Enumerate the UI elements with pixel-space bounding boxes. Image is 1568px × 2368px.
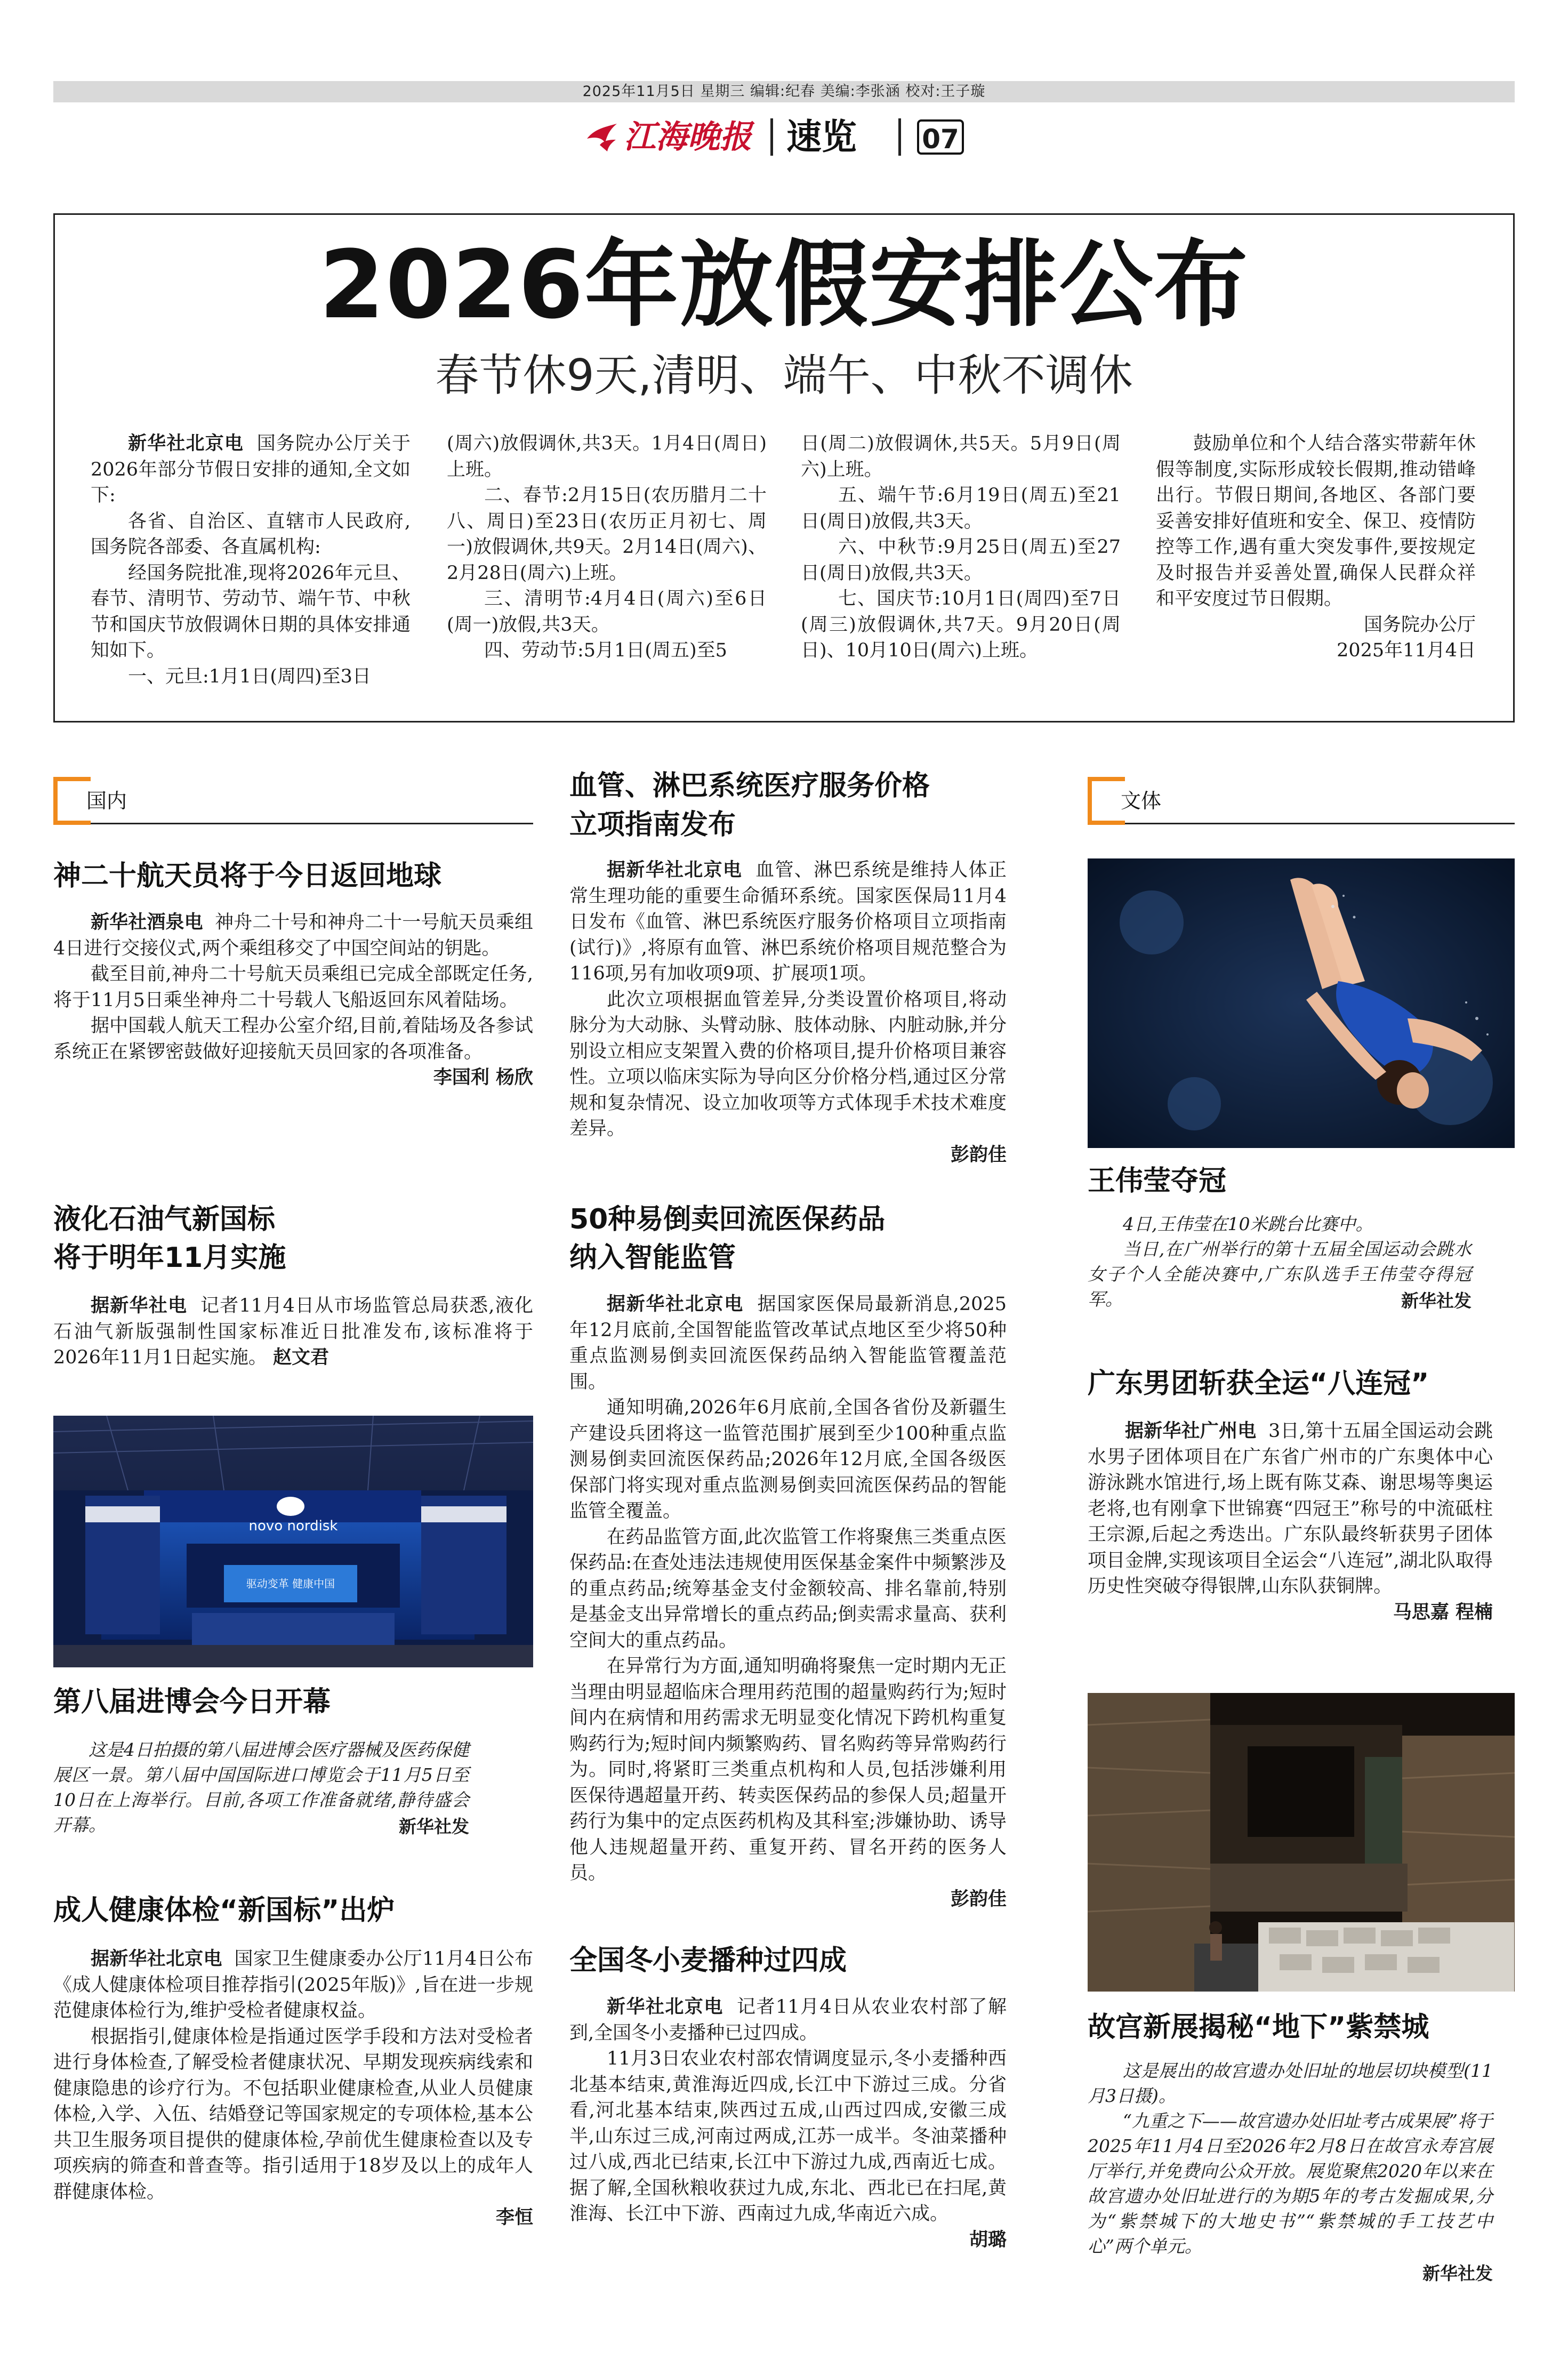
section-bracket-icon — [1088, 777, 1125, 825]
paragraph: 此次立项根据血管差异,分类设置价格项目,将动脉分为大动脉、头臂动脉、肢体动脉、内脏动脉,并分别设立相应支架置入费的价格项目,提升价格项目兼容性。立项以临床实际为导向区分价格分档,通过区分常规和复杂情况、设立加收项等方式体现手术技术难度差异。 — [569, 989, 1007, 1139]
signature-org: 国务院办公厅 — [1363, 614, 1476, 636]
caption-text: 这是4日拍摄的第八届进博会医疗器械及医药保健展区一景。第八届中国国际进口博览会于11月5日至10日在上海举行。目前,各项工作准备就绪,静待盛会开幕。 — [53, 1739, 469, 1835]
expo-booth-image — [53, 1416, 533, 1667]
author: 新华社发 — [1401, 1290, 1471, 1311]
byline: 新华社北京电 — [607, 1996, 723, 2018]
article-body — [53, 1293, 533, 1371]
paragraph: 神舟二十号和神舟二十一号航天员乘组4日进行交接仪式,两个乘组移交了中国空间站的钥匙。 — [53, 912, 533, 959]
author: 彭韵佳 — [950, 1888, 1007, 1910]
byline: 据新华社北京电 — [607, 1294, 744, 1315]
paragraph: 血管、淋巴系统是维持人体正常生理功能的重要生命循环系统。国家医保局11月4日发布《血管、淋巴系统医疗服务价格项目立项指南(试行)》,将原有血管、淋巴系统价格项目规范整合为116项,另有加收项9项、扩展项1项。 — [569, 860, 1007, 984]
dateline: 2025年11月5日 星期三 编辑:纪春 美编:李张涵 校对:王子璇 — [582, 83, 986, 100]
article-body — [569, 1994, 1007, 2253]
newspaper-name: 江海晚报 — [624, 118, 752, 156]
paragraph: 在药品监管方面,此次监管工作将聚焦三类重点医保药品:在查处违法违规使用医保基金案件中频繁涉及的重点药品;统筹基金支付金额较高、排名靠前,特别是基金支出异常增长的重点药品;倒卖需求量高、获利空间大的重点药品。 — [569, 1526, 1007, 1651]
paragraph: 通知明确,2026年6月底前,全国各省份及新疆生产建设兵团将这一监管范围扩展到至少100种重点监测易倒卖回流医保药品;2026年12月底,全国各级医保部门将实现对重点监测易倒卖回流医保药品的智能监管全覆盖。 — [569, 1397, 1007, 1522]
article-title: 纳入智能监管 — [569, 1242, 736, 1274]
paragraph: 国务院办公厅关于2026年部分节假日安排的通知,全文如下: — [91, 433, 411, 506]
section-header-domestic — [53, 777, 533, 825]
paragraph: 各省、自治区、直辖市人民政府,国务院各部委、各直属机构: — [91, 510, 411, 558]
section-header-culture-sports — [1088, 777, 1515, 825]
paragraph: 3日,第十五届全国运动会跳水男子团体项目在广东省广州市的广东奥体中心游泳跳水馆进行,场上既有陈艾森、谢思埸等奥运老将,也有刚拿下世锦赛“四冠王”称号的中流砥柱王宗源,后起之秀迭出。广东队最终斩获男子团体项目金牌,实现该项目全运会“八连冠”,湖北队取得历史性突破夺得银牌,山东队获铜牌。 — [1088, 1420, 1493, 1597]
article-title: 故宫新展揭秘“地下”紫禁城 — [1088, 2011, 1429, 2043]
museum-exhibit-image — [1088, 1693, 1515, 1992]
article-title: 将于明年11月实施 — [53, 1242, 286, 1274]
author: 胡璐 — [969, 2229, 1007, 2251]
page-number: 07 — [917, 119, 964, 155]
diver-image — [1088, 858, 1515, 1148]
article-title: 液化石油气新国标 — [53, 1203, 276, 1235]
paragraph: 经国务院批准,现将2026年元旦、春节、清明节、劳动节、端午节、中秋节和国庆节放假调休日期的具体安排通知如下。 — [91, 562, 411, 661]
paragraph: 国家卫生健康委办公厅11月4日公布《成人健康体检项目推荐指引(2025年版)》,旨在进一步规范健康体检行为,维护受检者健康权益。 — [53, 1948, 533, 2021]
paragraph: 在异常行为方面,通知明确将聚焦一定时期内无正当理由明显超临床合理用药范围的超量购药行为;短时间内在病情和用药需求无明显变化情况下跨机构重复购药行为;短时间内频繁购药、冒名购药等异常购药行为。同时,将紧盯三类重点机构和人员,包括涉嫌利用医保待遇超量开药、转卖医保药品的参保人员;超量开药行为集中的定点医药机构及其科室;涉嫌协助、诱导他人违规超量开药、重复开药、冒名开药的医务人员。 — [569, 1656, 1007, 1884]
paragraph: 记者11月4日从农业农村部了解到,全国冬小麦播种已过四成。 — [569, 1996, 1007, 2044]
paragraph: 记者11月4日从市场监管总局获悉,液化石油气新版强制性国家标准近日批准发布,该标准将于2026年11月1日起实施。 — [53, 1295, 533, 1368]
article-title: 全国冬小麦播种过四成 — [569, 1945, 847, 1977]
article-title: 立项指南发布 — [569, 809, 736, 841]
article-title: 成人健康体检“新国标”出炉 — [53, 1895, 395, 1926]
paragraph: 四、劳动节:5月1日(周五)至5 — [484, 640, 727, 661]
section-bracket-icon — [53, 777, 91, 825]
paragraph: 截至目前,神舟二十号航天员乘组已完成全部既定任务,将于11月5日乘坐神舟二十号载人飞船返回东风着陆场。 — [53, 964, 533, 1011]
lead-subhead: 春节休9天,清明、端午、中秋不调休 — [435, 350, 1133, 401]
divider — [91, 823, 533, 824]
paragraph: 三、清明节:4月4日(周六)至6日(周一)放假,共3天。 — [447, 588, 767, 636]
byline: 据新华社北京电 — [607, 860, 743, 881]
divider — [1125, 823, 1515, 824]
paragraph: 二、春节:2月15日(农历腊月二十八、周日)至23日(农历正月初七、周一)放假调休,共9天。2月14日(周六)、2月28日(周六)上班。 — [447, 485, 767, 584]
diver-photo — [1088, 858, 1515, 1148]
header-divider — [898, 118, 901, 156]
article-title: 血管、淋巴系统医疗服务价格 — [569, 770, 930, 802]
paragraph: 据国家医保局最新消息,2025年12月底前,全国智能监管改革试点地区至少将50种重点监测易倒卖回流医保药品纳入智能监管覆盖范围。 — [569, 1294, 1007, 1393]
signature-date: 2025年11月4日 — [1337, 640, 1476, 661]
paragraph: 日(周二)放假调休,共5天。5月9日(周六)上班。 — [801, 433, 1121, 480]
article-body — [1088, 1418, 1493, 1625]
paragraph: 11月3日农业农村部农情调度显示,冬小麦播种西北基本结束,黄淮海近四成,长江中下游过三成。分省看,河北基本结束,陕西过五成,山西过四成,安徽三成半,山东过三成,河南过两成,江苏一成半。冬油菜播种过八成,西北已结束,长江中下游过九成,西南近七成。据了解,全国秋粮收获过九成,东北、西北已在扫尾,黄淮海、长江中下游、西南过九成,华南近六成。 — [569, 2048, 1007, 2225]
article-body — [569, 1291, 1007, 1912]
byline: 据新华社电 — [91, 1295, 188, 1317]
paragraph: 五、端午节:6月19日(周五)至21日(周日)放假,共3天。 — [801, 485, 1121, 532]
newspaper-logo-icon — [584, 118, 621, 156]
lead-headline: 2026年放假安排公布 — [319, 230, 1249, 340]
photo-caption — [1088, 2058, 1493, 2259]
article-title: 神二十航天员将于今日返回地球 — [53, 860, 442, 892]
byline: 据新华社广州电 — [1125, 1420, 1257, 1442]
paragraph: 鼓励单位和个人结合落实带薪年休假等制度,实际形成较长假期,推动错峰出行。节假日期间,各地区、各部门要妥善安排好值班和安全、保卫、疫情防控等工作,遇有重大突发事件,要按规定及时报告并妥善处置,确保人民群众祥和平安度过节日假期。 — [1156, 433, 1476, 609]
museum-photo — [1088, 1693, 1515, 1992]
booth-slogan-text: 驱动变革 健康中国 — [246, 1577, 335, 1590]
caption-text: 这是展出的故宫遗办处旧址的地层切块模型(11月3日摄)。 — [1088, 2060, 1493, 2106]
lead-column-3 — [801, 431, 1121, 664]
section-name: 速览 — [786, 116, 857, 157]
paragraph: 六、中秋节:9月25日(周五)至27日(周日)放假,共3天。 — [801, 536, 1121, 584]
caption-text: 4日,王伟莹在10米跳台比赛中。 — [1123, 1214, 1373, 1234]
lead-column-4 — [1156, 431, 1476, 664]
paragraph: 根据指引,健康体检是指通过医学手段和方法对受检者进行身体检查,了解受检者健康状况、早期发现疾病线索和健康隐患的诊疗行为。不包括职业健康检查,从业人员健康体检,入学、入伍、结婚登记等国家规定的专项体检,基本公共卫生服务项目提供的健康体检,孕前优生健康检查以及专项疾病的筛查和普查等。指引适用于18岁及以上的成年人群健康体检。 — [53, 2026, 533, 2203]
author: 李国利 杨欣 — [433, 1067, 533, 1088]
article-title: 50种易倒卖回流医保药品 — [569, 1203, 886, 1235]
author: 马思嘉 程楠 — [1393, 1601, 1493, 1623]
paragraph: 七、国庆节:10月1日(周四)至7日(周三)放假调休,共7天。9月20日(周日)、10月10日(周六)上班。 — [801, 588, 1121, 661]
section-label: 文体 — [1121, 789, 1162, 813]
lead-column-1 — [91, 431, 411, 689]
paragraph: 一、元旦:1月1日(周四)至3日 — [128, 665, 371, 687]
lead-column-2 — [447, 431, 767, 664]
article-body — [569, 857, 1007, 1168]
author: 李恒 — [495, 2207, 533, 2228]
byline: 据新华社北京电 — [91, 1948, 222, 1970]
paragraph: (周六)放假调休,共3天。1月4日(周日)上班。 — [447, 433, 767, 480]
paragraph: 据中国载人航天工程办公室介绍,目前,着陆场及各参试系统正在紧锣密鼓做好迎接航天员回家的各项准备。 — [53, 1015, 533, 1063]
article-title: 广东男团斩获全运“八连冠” — [1088, 1368, 1429, 1400]
article-title: 王伟莹夺冠 — [1088, 1165, 1227, 1197]
author: 赵文君 — [273, 1347, 329, 1368]
section-label: 国内 — [86, 789, 127, 813]
author: 新华社发 — [1422, 2263, 1493, 2284]
expo-photo — [53, 1416, 533, 1667]
author: 新华社发 — [399, 1816, 469, 1837]
article-body — [53, 1946, 533, 2231]
caption-text: 当日,在广州举行的第十五届全国运动会跳水女子个人全能决赛中,广东队选手王伟莹夺得冠军。 — [1088, 1239, 1471, 1310]
caption-text: “九重之下——故宫遗办处旧址考古成果展”将于2025年11月4日至2026年2月8日在故宫永寿宫展厅举行,并免费向公众开放。展览聚焦2020年以来在故宫遗办处旧址进行的为期5年的考古发掘成果,分为“紫禁城下的大地史书”“紫禁城的手工技艺中心”两个单元。 — [1088, 2110, 1493, 2257]
byline: 新华社酒泉电 — [91, 912, 203, 933]
header-divider — [770, 118, 773, 156]
author: 彭韵佳 — [950, 1144, 1007, 1166]
booth-brand-text: novo nordisk — [248, 1518, 338, 1534]
article-body — [53, 910, 533, 1091]
byline: 新华社北京电 — [128, 433, 244, 454]
article-title: 第八届进博会今日开幕 — [53, 1686, 331, 1718]
